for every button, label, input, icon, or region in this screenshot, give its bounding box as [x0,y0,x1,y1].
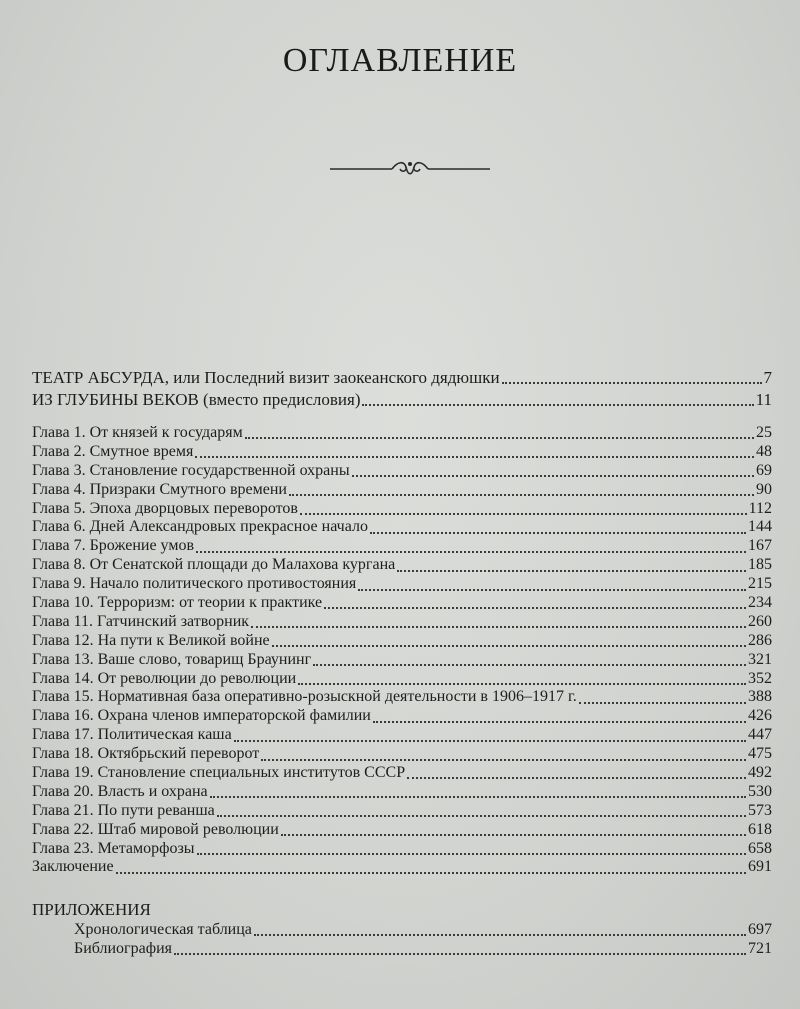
toc-entry [32,389,772,411]
toc-entry [32,726,772,745]
dot-leader [370,532,746,534]
toc-entry [32,688,772,707]
toc-entry-page: 48 [756,442,772,460]
dot-leader [195,456,754,458]
toc-entry-page: 7 [763,368,772,387]
toc-entry-page: 426 [748,707,772,725]
dot-leader [272,645,746,647]
toc-entry-title: Глава 18. Октябрьский переворот [32,745,260,763]
toc-entry-title: Глава 4. Призраки Смутного времени [32,480,287,498]
toc-entry-page: 447 [748,726,772,744]
toc-entry [32,821,772,840]
toc-entry-page: 573 [748,801,772,819]
toc-entry [32,613,772,632]
dot-leader [116,872,746,874]
toc-entry [32,651,772,670]
toc-entry-title: Хронологическая таблица [74,921,252,938]
toc-entry [32,518,772,537]
toc-entry [32,940,772,959]
toc-entry-page: 658 [748,839,772,857]
toc-entry [32,764,772,783]
toc-entry-page: 492 [748,764,772,782]
toc-entry-title: Глава 16. Охрана членов императорской фамилии [32,707,371,725]
toc-entry [32,537,772,556]
toc-entry-page: 286 [748,631,772,649]
toc-entry-page: 388 [748,688,772,706]
toc-entry [32,500,772,519]
toc-entry-title: Глава 1. От князей к государям [32,424,243,441]
toc-entry-title: Глава 10. Терроризм: от теории к практике [32,594,323,612]
toc-entry-page: 11 [755,390,772,409]
dot-leader [196,551,746,553]
toc-entry-title: Глава 2. Смутное время [32,442,194,460]
toc-entry [32,840,772,859]
dot-leader [298,683,746,685]
appendix-heading: ПРИЛОЖЕНИЯ [32,900,151,919]
toc-entry-title: Заключение [32,858,114,876]
toc-entry-title: Глава 3. Становление государственной охраны [32,461,350,479]
toc-entry-title: Глава 13. Ваше слово, товарищ Браунинг [32,650,312,668]
toc-entry-title: Глава 14. От революции до революции [32,669,297,687]
toc-entry [32,575,772,594]
toc-entry-page: 475 [748,745,772,763]
toc-entry-title: Глава 12. На пути к Великой войне [32,631,270,649]
dot-leader [397,570,746,572]
toc-entry [32,707,772,726]
toc-entry [32,745,772,764]
toc-entry-title: Глава 7. Брожение умов [32,537,195,555]
page-title: ОГЛАВЛЕНИЕ [282,42,518,79]
toc-entry-title: ИЗ ГЛУБИНЫ ВЕКОВ (вместо предисловия) [32,390,361,409]
dot-leader [300,513,747,515]
dot-leader [217,815,746,817]
toc-entry-page: 618 [748,820,772,838]
dot-leader [254,934,746,936]
toc-entry-title: Глава 20. Власть и охрана [32,782,208,800]
toc-entry-title: Глава 17. Политическая каша [32,726,232,744]
ornament-divider-icon [330,156,490,182]
dot-leader [502,382,762,384]
toc-entry [32,424,772,443]
dot-leader [234,740,746,742]
toc-entry-page: 69 [756,461,772,479]
toc-entry-page: 144 [748,518,772,536]
toc-entry-page: 112 [748,499,772,517]
appendix-heading-row [32,899,772,921]
dot-leader [324,607,746,609]
toc-entry-page: 530 [748,782,772,800]
toc-entry [32,783,772,802]
toc-entry-title: Глава 15. Нормативная база оперативно-розыскной деятельности в 1906–1917 г. [32,688,577,706]
toc-entry [32,462,772,481]
dot-leader [362,404,753,406]
dot-leader [358,589,746,591]
dot-leader [245,437,754,439]
dot-leader [251,626,746,628]
toc-appendix-section [32,899,772,959]
toc-entry-title: Глава 22. Штаб мировой революции [32,820,279,838]
toc-entry [32,481,772,500]
toc-entry-page: 185 [748,556,772,574]
toc-entry [32,367,772,389]
toc-entry-title: Глава 21. По пути реванша [32,801,215,819]
toc-chapters-section [32,424,772,877]
toc-entry [32,632,772,651]
toc-entry-page: 90 [756,480,772,498]
dot-leader [289,494,754,496]
toc-entry-title: Глава 9. Начало политического противостояния [32,575,357,593]
toc-entry-title: Глава 5. Эпоха дворцовых переворотов [32,499,298,517]
dot-leader [373,721,746,723]
toc-entry-page: 234 [748,594,772,612]
toc-entry-page: 721 [748,939,772,957]
toc-entry [32,858,772,877]
toc-entry-page: 25 [756,424,772,441]
toc-entry-page: 352 [748,669,772,687]
toc-entry-title: ТЕАТР АБСУРДА, или Последний визит заокеанского дядюшки [32,368,500,387]
dot-leader [313,664,746,666]
toc-entry [32,556,772,575]
toc-entry-page: 697 [748,921,772,938]
dot-leader [352,475,754,477]
toc-entry-title: Глава 6. Дней Александровых прекрасное начало [32,518,368,536]
toc-entry-page: 691 [748,858,772,876]
toc-entry-title: Глава 11. Гатчинский затворник [32,612,250,630]
toc-entry-page: 321 [748,650,772,668]
dot-leader [210,796,746,798]
dot-leader [261,759,746,761]
toc-entry-page: 215 [748,575,772,593]
toc-entry [32,670,772,689]
dot-leader [174,953,746,955]
toc-entry-title: Глава 23. Метаморфозы [32,839,195,857]
toc-entry-page: 167 [748,537,772,555]
toc-intro-section [32,367,772,411]
dot-leader [281,834,746,836]
toc-entry [32,443,772,462]
toc-entry [32,802,772,821]
toc-entry [32,594,772,613]
toc-entry-title: Глава 8. От Сенатской площади до Малахова кургана [32,556,396,574]
toc-entry-title: Глава 19. Становление специальных институтов СССР [32,764,406,782]
toc-entry [32,921,772,940]
toc-entry-title: Библиография [74,939,172,957]
toc-entry-page: 260 [748,612,772,630]
dot-leader [197,853,746,855]
dot-leader [579,702,746,704]
dot-leader [407,777,746,779]
